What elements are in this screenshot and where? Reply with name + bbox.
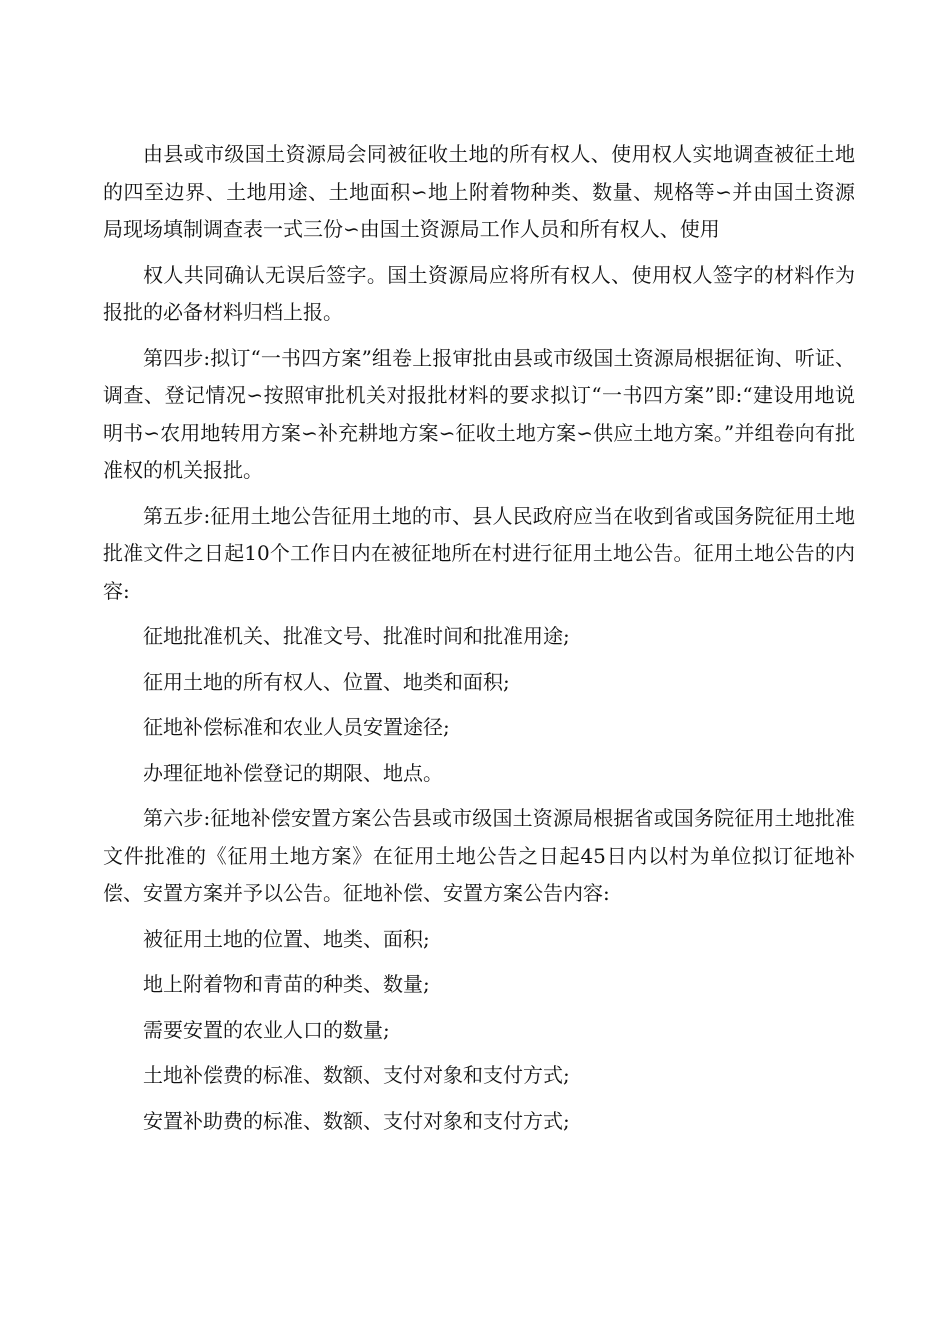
paragraph-step-four: 第四步:拟订“一书四方案”组卷上报审批由县或市级国土资源局根据征询、听证、调查、登记情况∽按照审批机关对报批材料的要求拟订“一书四方案”即:“建设用地说明书∽农用地转用方案∽补充耕地方案∽征收土地方案∽供应土地方案。”并组卷向有批准权的机关报批。 — [103, 345, 855, 482]
list-item-compensation-standard: 征地补偿标准和农业人员安置途径; — [143, 715, 450, 739]
paragraph-survey: 由县或市级国土资源局会同被征收土地的所有权人、使用权人实地调查被征土地的四至边界、土地用途、土地面积∽地上附着物种类、数量、规格等∽并由国土资源局现场填制调查表一式三份∽由国土资源局工作人员和所有权人、使用 — [103, 142, 855, 241]
paragraph-step-six: 第六步:征地补偿安置方案公告县或市级国土资源局根据省或国务院征用土地批准文件批准的《征用土地方案》在征用土地公告之日起45日内以村为单位拟订征地补偿、安置方案并予以公告。征地补偿、安置方案公告内容: — [103, 806, 855, 905]
list-item-land-compensation-fee: 土地补偿费的标准、数额、支付对象和支付方式; — [143, 1063, 570, 1087]
list-item-registration-period: 办理征地补偿登记的期限、地点。 — [143, 760, 443, 785]
document-body — [103, 136, 855, 1148]
list-item-attachments: 地上附着物和青苗的种类、数量; — [143, 972, 430, 996]
paragraph-step-five: 第五步:征用土地公告征用土地的市、县人民政府应当在收到省或国务院征用土地批准文件之日起10个工作日内在被征地所在村进行征用土地公告。征用土地公告的内容: — [103, 503, 855, 603]
list-item-approval-authority: 征地批准机关、批准文号、批准时间和批准用途; — [143, 624, 570, 648]
list-item-land-location: 被征用土地的位置、地类、面积; — [143, 926, 430, 951]
list-item-population: 需要安置的农业人口的数量; — [143, 1017, 390, 1042]
list-item-resettlement-subsidy: 安置补助费的标准、数额、支付对象和支付方式; — [143, 1108, 570, 1133]
paragraph-signature: 权人共同确认无误后签字。国土资源局应将所有权人、使用权人签字的材料作为报批的必备材料归档上报。 — [103, 262, 855, 324]
list-item-land-owner: 征用土地的所有权人、位置、地类和面积; — [143, 669, 510, 694]
